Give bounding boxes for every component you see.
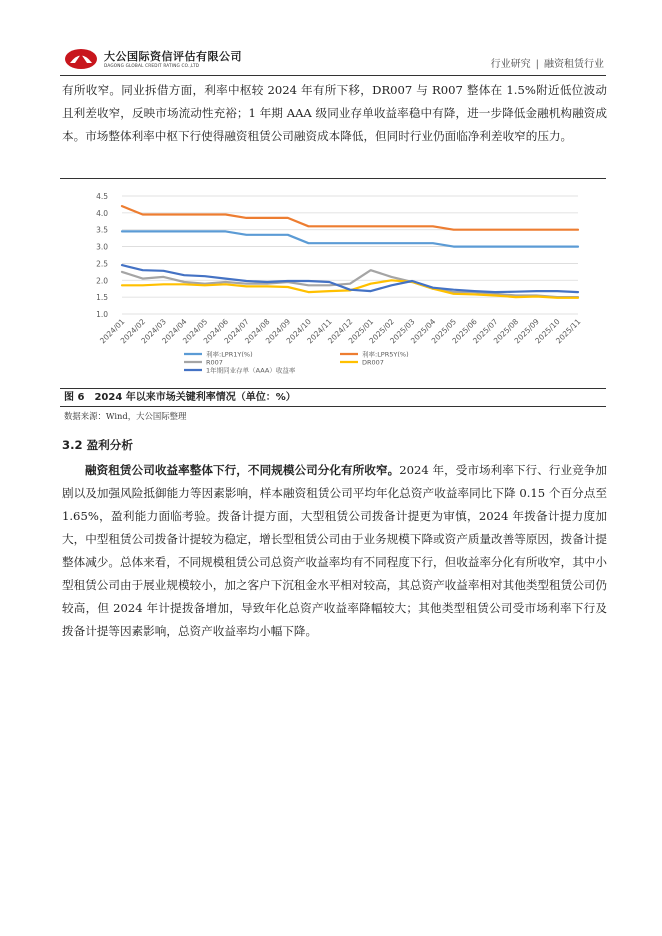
header-category bbox=[491, 55, 604, 70]
y-tick-label: 4.5 bbox=[96, 192, 108, 201]
y-tick-label: 3.5 bbox=[96, 225, 108, 235]
y-tick-label: 1.5 bbox=[96, 293, 108, 303]
x-tick-label: 2024/05 bbox=[180, 317, 210, 346]
logo-english-name: DAGONG GLOBAL CREDIT RATING CO.,LTD bbox=[104, 62, 200, 68]
legend-label: DR007 bbox=[362, 358, 384, 367]
intro-paragraph: 有所收窄。同业拆借方面，利率中枢较 2024 年有所下移，DR007 与 R007 整体在 1.5%附近低位波动且利差收窄，反映市场流动性充裕；1 年期 AAA 级同业存单收益率稳中有降，进一步降低金融机构融资成本。市场整体利率中枢下行使得融资租赁公司融资成本降低，但同时行业仍面临净利差收窄的压力。 bbox=[62, 83, 607, 143]
x-tick-label: 2025/10 bbox=[533, 317, 562, 346]
profit-paragraph bbox=[62, 459, 607, 643]
header-separator: | bbox=[535, 59, 539, 70]
x-tick-label: 2024/02 bbox=[118, 317, 148, 346]
header-topic-label: 融资租赁行业 bbox=[544, 59, 604, 70]
y-tick-label: 2.5 bbox=[96, 259, 108, 269]
figure-top-rule bbox=[60, 178, 606, 179]
legend-label: 1年期同业存单（AAA）收益率 bbox=[206, 366, 296, 375]
series-line-1 bbox=[122, 231, 578, 246]
x-tick-label: 2024/03 bbox=[139, 317, 168, 346]
x-tick-label: 2025/04 bbox=[408, 317, 438, 346]
figure-source: 数据来源：Wind，大公国际整理 bbox=[64, 411, 187, 421]
dagong-logo-icon bbox=[64, 48, 98, 70]
y-tick-label: 1.0 bbox=[96, 310, 108, 319]
x-tick-label: 2024/12 bbox=[326, 317, 355, 346]
series-line-2 bbox=[122, 206, 578, 230]
x-tick-label: 2025/02 bbox=[367, 317, 396, 346]
x-tick-label: 2025/07 bbox=[471, 317, 500, 346]
legend-label: 利率:LPR5Y(%) bbox=[362, 350, 409, 359]
x-tick-label: 2024/11 bbox=[305, 317, 334, 346]
x-tick-label: 2025/05 bbox=[429, 317, 459, 346]
x-tick-label: 2025/08 bbox=[491, 317, 521, 346]
section-title: 3.2 盈利分析 bbox=[62, 438, 133, 452]
x-tick-label: 2024/08 bbox=[243, 317, 272, 346]
figure-caption: 图 6 2024 年以来市场关键利率情况（单位：%） bbox=[60, 388, 606, 407]
x-tick-label: 2025/01 bbox=[346, 317, 376, 346]
x-tick-label: 2024/01 bbox=[98, 317, 127, 346]
y-tick-label: 2.0 bbox=[96, 276, 108, 286]
x-tick-label: 2025/11 bbox=[554, 317, 583, 346]
x-tick-label: 2025/03 bbox=[388, 317, 417, 346]
legend-label: 利率:LPR1Y(%) bbox=[206, 350, 253, 359]
profit-body-text: 2024 年，受市场利率下行、行业竞争加剧以及加强风险抵御能力等因素影响，样本融资租赁公司平均年化总资产收益率同比下降 0.15 个百分点至 1.65%，盈利能力面临考验。拨备计提方面，大型租赁公司拨备计提更为审慎，2024 年拨备计提力度加大，中型租赁公司拨备计提较为稳定，增长型租赁公司由于业务规模下降或资产质量改善等原因，拨备计提整体减少。总体来看，不同规模租赁公司总资产收益率均有不同程度下行，但收益率分化有所收窄，其中小型租赁公司由于展业规模较小，加之客户下沉租金水平相对较高，其总资产收益率相对其他类型租赁公司仍较高，但 2024 年计提拨备增加，导致年化总资产收益率降幅较大；其他类型租赁公司受市场利率下行及拨备计提等因素影响，总资产收益率均小幅下降。 bbox=[62, 463, 607, 638]
x-tick-label: 2024/10 bbox=[284, 317, 313, 346]
x-tick-label: 2024/09 bbox=[263, 317, 293, 346]
company-logo bbox=[64, 48, 242, 70]
rates-line-chart bbox=[72, 186, 592, 382]
logo-chinese-name: 大公国际资信评估有限公司 bbox=[104, 49, 242, 63]
x-tick-label: 2024/06 bbox=[201, 317, 231, 346]
x-tick-label: 2024/07 bbox=[222, 317, 251, 346]
x-tick-label: 2025/09 bbox=[512, 317, 541, 346]
y-tick-label: 4.0 bbox=[96, 208, 108, 218]
x-tick-label: 2024/04 bbox=[160, 317, 189, 346]
y-tick-label: 3.0 bbox=[96, 242, 108, 252]
x-tick-label: 2025/06 bbox=[450, 317, 479, 346]
page-header bbox=[60, 46, 606, 76]
series-line-5 bbox=[122, 265, 578, 292]
header-category-label: 行业研究 bbox=[490, 59, 531, 70]
profit-lead-sentence: 融资租赁公司收益率整体下行，不同规模公司分化有所收窄。 bbox=[85, 463, 400, 477]
legend-label: R007 bbox=[206, 358, 223, 367]
